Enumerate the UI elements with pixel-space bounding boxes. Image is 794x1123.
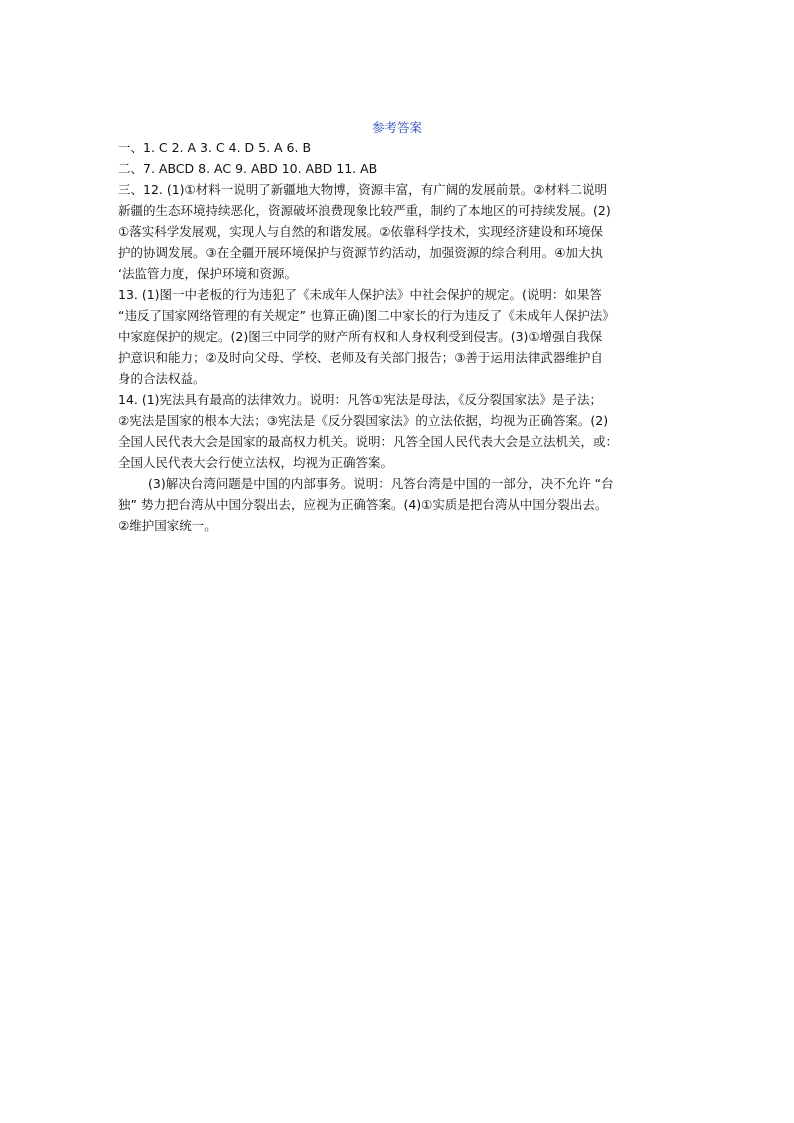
answer-line-q14-7: ②维护国家统一。	[118, 518, 217, 533]
answer-line-q14-6: 独” 势力把台湾从中国分裂出去，应视为正确答案。(4)①实质是把台湾从中国分裂出去。	[118, 497, 608, 512]
answer-line-q13-5: 身的合法权益。	[118, 371, 206, 386]
page-title: 参考答案	[371, 120, 422, 135]
answer-line-q12-5: ‘法监管力度，保护环境和资源。	[118, 266, 297, 281]
answer-line-q12-4: 护的协调发展。③在全疆开展环境保护与资源节约活动，加强资源的综合利用。④加大执	[118, 245, 603, 260]
answer-line-q13-4: 护意识和能力；②及时向父母、学校、老师及有关部门报告；③善于运用法律武器维护自	[118, 350, 603, 365]
answer-line-q14-3: 全国人民代表大会是国家的最高权力机关。说明：凡答全国人民代表大会是立法机关，或：	[118, 434, 619, 449]
answer-line-q13-3: 中家庭保护的规定。(2)图三中同学的财产所有权和人身权利受到侵害。(3)①增强自我保	[118, 329, 603, 344]
answer-line-choice-1: 一、1. C 2. A 3. C 4. D 5. A 6. B	[118, 140, 312, 155]
answer-line-q12-1: 三、12. (1)①材料一说明了新疆地大物博，资源丰富，有广阔的发展前景。②材料二说明	[118, 182, 607, 197]
answer-line-q14-5: (3)解决台湾问题是中国的内部事务。说明：凡答台湾是中国的一部分，决不允许 “台	[148, 476, 614, 491]
answer-line-choice-2: 二、7. ABCD 8. AC 9. ABD 10. ABD 11. AB	[118, 161, 378, 176]
answer-line-q12-2: 新疆的生态环境持续恶化，资源破坏浪费现象比较严重，制约了本地区的可持续发展。(2)	[118, 203, 611, 218]
answer-line-q13-2: “违反了国家网络管理的有关规定” 也算正确)图二中家长的行为违反了《未成年人保护法》	[118, 308, 615, 323]
answer-line-q14-4: 全国人民代表大会行使立法权，均视为正确答案。	[118, 455, 394, 470]
answer-line-q14-2: ②宪法是国家的根本大法；③宪法是《反分裂国家法》的立法依据，均视为正确答案。(2)	[118, 413, 609, 428]
answer-line-q12-3: ①落实科学发展观，实现人与自然的和谐发展。②依靠科学技术，实现经济建设和环境保	[118, 224, 603, 239]
answer-line-q14-1: 14. (1)宪法具有最高的法律效力。说明：凡答①宪法是母法，《反分裂国家法》是子法；	[118, 392, 603, 407]
answer-line-q13-1: 13. (1)图一中老板的行为违犯了《未成年人保护法》中社会保护的规定。(说明：如果答	[118, 287, 602, 302]
